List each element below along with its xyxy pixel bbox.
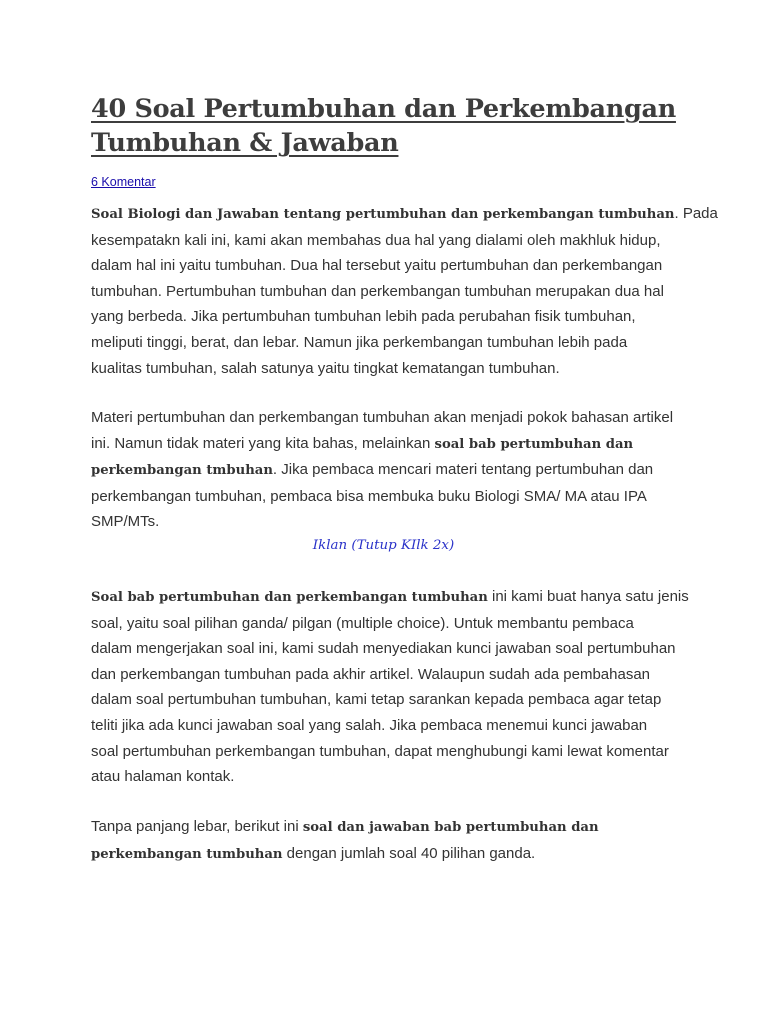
bold-keyword: perkembangan tmbuhan [91,463,273,479]
text-run: . Pada [674,205,718,222]
paragraph-line: dalam soal pertumbuhan tumbuhan, kami tetap sarankan kepada pembaca agar tetap [91,691,662,709]
paragraph-line [91,584,689,611]
paragraph-line [91,431,673,458]
text-run: . Jika pembaca mencari materi tentang pertumbuhan dan [272,461,654,479]
text-run: dengan jumlah soal 40 pilihan ganda. [282,844,536,862]
text-run: ini kami buat hanya satu jenis [487,588,689,605]
paragraph-line: dalam mengerjakan soal ini, kami sudah menyediakan kunci jawaban soal pertumbuhan [91,640,676,658]
paragraph-materi [91,405,673,535]
paragraph-line: tumbuhan. Pertumbuhan tumbuhan dan perkembangan tumbuhan merupakan dua hal [91,282,664,300]
paragraph-line [91,457,673,484]
paragraph-line: soal, yaitu soal pilihan ganda/ pilgan (multiple choice). Untuk membantu pembaca [91,614,634,632]
bold-keyword: Soal bab pertumbuhan dan perkembangan tumbuhan [91,590,488,605]
paragraph-line: yang berbeda. Jika pertumbuhan tumbuhan lebih pada perubahan fisik tumbuhan, [91,308,636,326]
text-run: Tanpa panjang lebar, berikut ini [91,818,303,835]
article-title-line-2: Tumbuhan & Jawaban [91,128,399,158]
bold-keyword: Soal Biologi dan Jawaban tentang pertumbuhan dan perkembangan tumbuhan [91,207,675,222]
paragraph-line: atau halaman kontak. [91,768,235,786]
article-title [91,92,691,160]
paragraph-closing [91,814,599,867]
paragraph-line: kesempatakn kali ini, kami akan membahas dua hal yang dialami oleh makhluk hidup, [91,231,661,249]
bold-keyword: perkembangan tumbuhan [91,846,283,862]
paragraph-line: teliti jika ada kunci jawaban soal yang salah. Jika pembaca menemui kunci jawaban [91,716,648,734]
paragraph-line: soal pertumbuhan perkembangan tumbuhan, dapat menghubungi kami lewat komentar [91,742,669,760]
article-title-line-1: 40 Soal Pertumbuhan dan Perkembangan [91,94,676,124]
paragraph-intro [91,201,718,381]
paragraph-line: perkembangan tumbuhan, pembaca bisa membuka buku Biologi SMA/ MA atau IPA [91,487,647,505]
paragraph-line: dalam hal ini yaitu tumbuhan. Dua hal tersebut yaitu pertumbuhan dan perkembangan [91,257,663,275]
paragraph-line: dan perkembangan tumbuhan pada akhir artikel. Walaupun sudah ada pembahasan [91,665,650,683]
ad-close-link[interactable]: Iklan (Tutup KIlk 2x) [312,538,455,553]
paragraph-line: Materi pertumbuhan dan perkembangan tumbuhan akan menjadi pokok bahasan artikel [91,409,674,426]
paragraph-line [91,814,599,841]
paragraph-soal [91,584,689,790]
comments-link[interactable]: 6 Komentar [91,175,156,189]
bold-keyword: soal bab pertumbuhan dan [434,436,634,452]
paragraph-line: meliputi tinggi, berat, dan lebar. Namun jika perkembangan tumbuhan lebih pada [91,333,628,351]
paragraph-line [91,841,599,868]
text-run: ini. Namun tidak materi yang kita bahas, melainkan [91,434,435,452]
article [91,92,718,862]
paragraph-line [91,201,718,228]
bold-keyword: soal dan jawaban bab pertumbuhan dan [302,820,599,835]
paragraph-line: SMP/MTs. [91,513,160,531]
paragraph-line: kualitas tumbuhan, salah satunya yaitu tingkat kematangan tumbuhan. [91,359,560,377]
